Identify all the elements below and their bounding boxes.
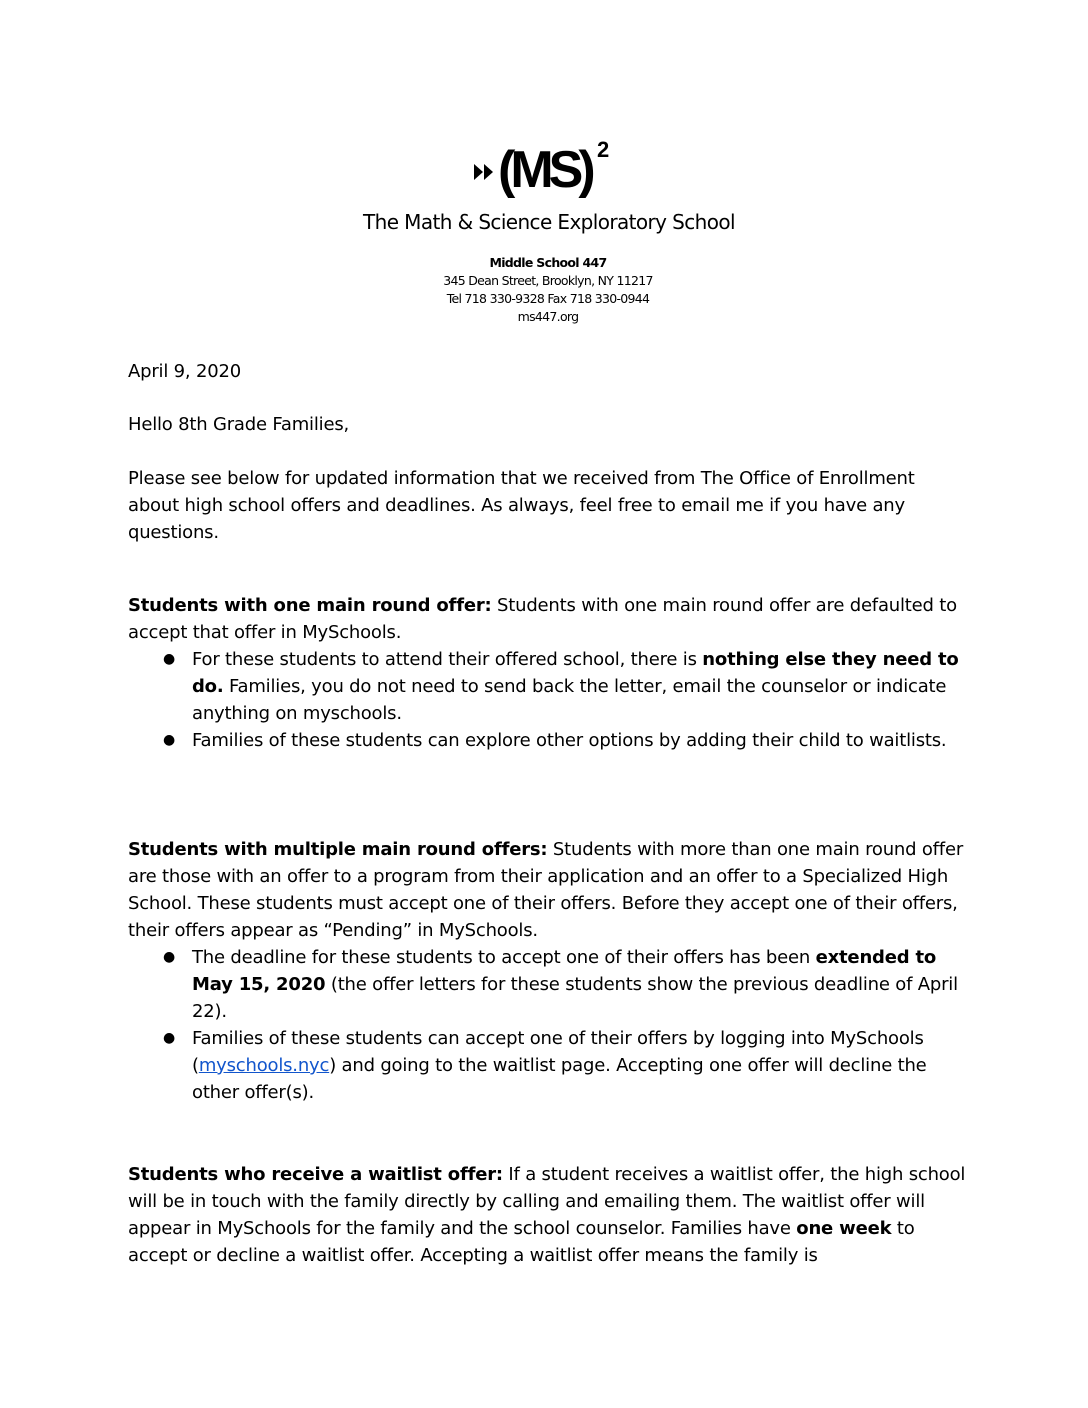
bullet-text: Families of these students can accept one of their offers by logging into MySchools ( [192, 1028, 924, 1076]
section-one-bullets [128, 646, 968, 754]
list-item [128, 944, 968, 1025]
bullet-bold-text: extended to May 15, 2020 [192, 947, 937, 995]
section-waitlist-offer [128, 1161, 968, 1269]
section-one-text: Students with one main round offer are defaulted to accept that offer in MySchools. [128, 595, 957, 643]
section-three-bold-text: one week [796, 1218, 892, 1239]
fast-forward-icon [474, 138, 498, 198]
school-address: 345 Dean Street, Brooklyn, NY 11217 [443, 273, 653, 288]
myschools-link[interactable]: myschools.nyc [198, 1055, 330, 1076]
section-one-offer [128, 592, 968, 754]
school-number: Middle School 447 [489, 255, 607, 270]
letterhead-contact [0, 254, 1088, 326]
section-two-heading: Students with multiple main round offers: [128, 839, 548, 860]
bullet-text: Families of these students can explore other options by adding their child to waitlists. [192, 730, 947, 751]
section-two-bullets [128, 944, 968, 1106]
school-logo [474, 138, 624, 204]
logo-text: (MS) [498, 141, 591, 199]
section-two-text: Students with more than one main round offer are those with an offer to a program from their application and an offer to a Specialized High School. These students must accept one of their offers. Before they accept one of their offers, their offers appear as “Pending” in MySchools. [128, 839, 964, 941]
list-item [128, 1025, 968, 1106]
bullet-text: Families, you do not need to send back the letter, email the counselor or indicate anything on myschools. [192, 676, 947, 724]
section-one-heading: Students with one main round offer: [128, 595, 492, 616]
letterhead-logo-row [0, 138, 1088, 204]
bullet-text: For these students to attend their offered school, there is [192, 649, 703, 670]
section-two-paragraph [128, 836, 968, 944]
section-three-paragraph [128, 1161, 968, 1269]
bullet-text: The deadline for these students to accept one of their offers has been [192, 947, 816, 968]
section-multiple-offers [128, 836, 968, 1106]
letter-date-block [128, 358, 968, 385]
letter-greeting-block [128, 411, 968, 438]
section-three-text: to accept or decline a waitlist offer. Accepting a waitlist offer means the family is [128, 1218, 915, 1266]
letter-greeting: Hello 8th Grade Families, [128, 414, 350, 435]
school-website: ms447.org [517, 309, 579, 324]
section-three-heading: Students who receive a waitlist offer: [128, 1164, 503, 1185]
school-name: The Math & Science Exploratory School [363, 210, 735, 234]
school-phone-fax: Tel 718 330-9328 Fax 718 330-0944 [446, 291, 650, 306]
letter-intro: Please see below for updated information that we received from The Office of Enrollment about high school offers and deadlines. As always, feel free to email me if you have any questions. [128, 468, 915, 543]
section-one-paragraph [128, 592, 968, 646]
bullet-text: (the offer letters for these students show the previous deadline of April 22). [192, 974, 958, 1022]
bullet-text: ) and going to the waitlist page. Accepting one offer will decline the other offer(s). [192, 1055, 927, 1103]
letter-date: April 9, 2020 [128, 361, 241, 382]
section-three-text: If a student receives a waitlist offer, the high school will be in touch with the family directly by calling and emailing them. The waitlist offer will appear in MySchools for the family and the school counselor. Families have [128, 1164, 966, 1239]
logo-superscript: 2 [597, 137, 610, 162]
letter-intro-block [128, 465, 968, 546]
list-item [128, 727, 968, 754]
bullet-bold-text: nothing else they need to do. [192, 649, 959, 697]
list-item [128, 646, 968, 727]
